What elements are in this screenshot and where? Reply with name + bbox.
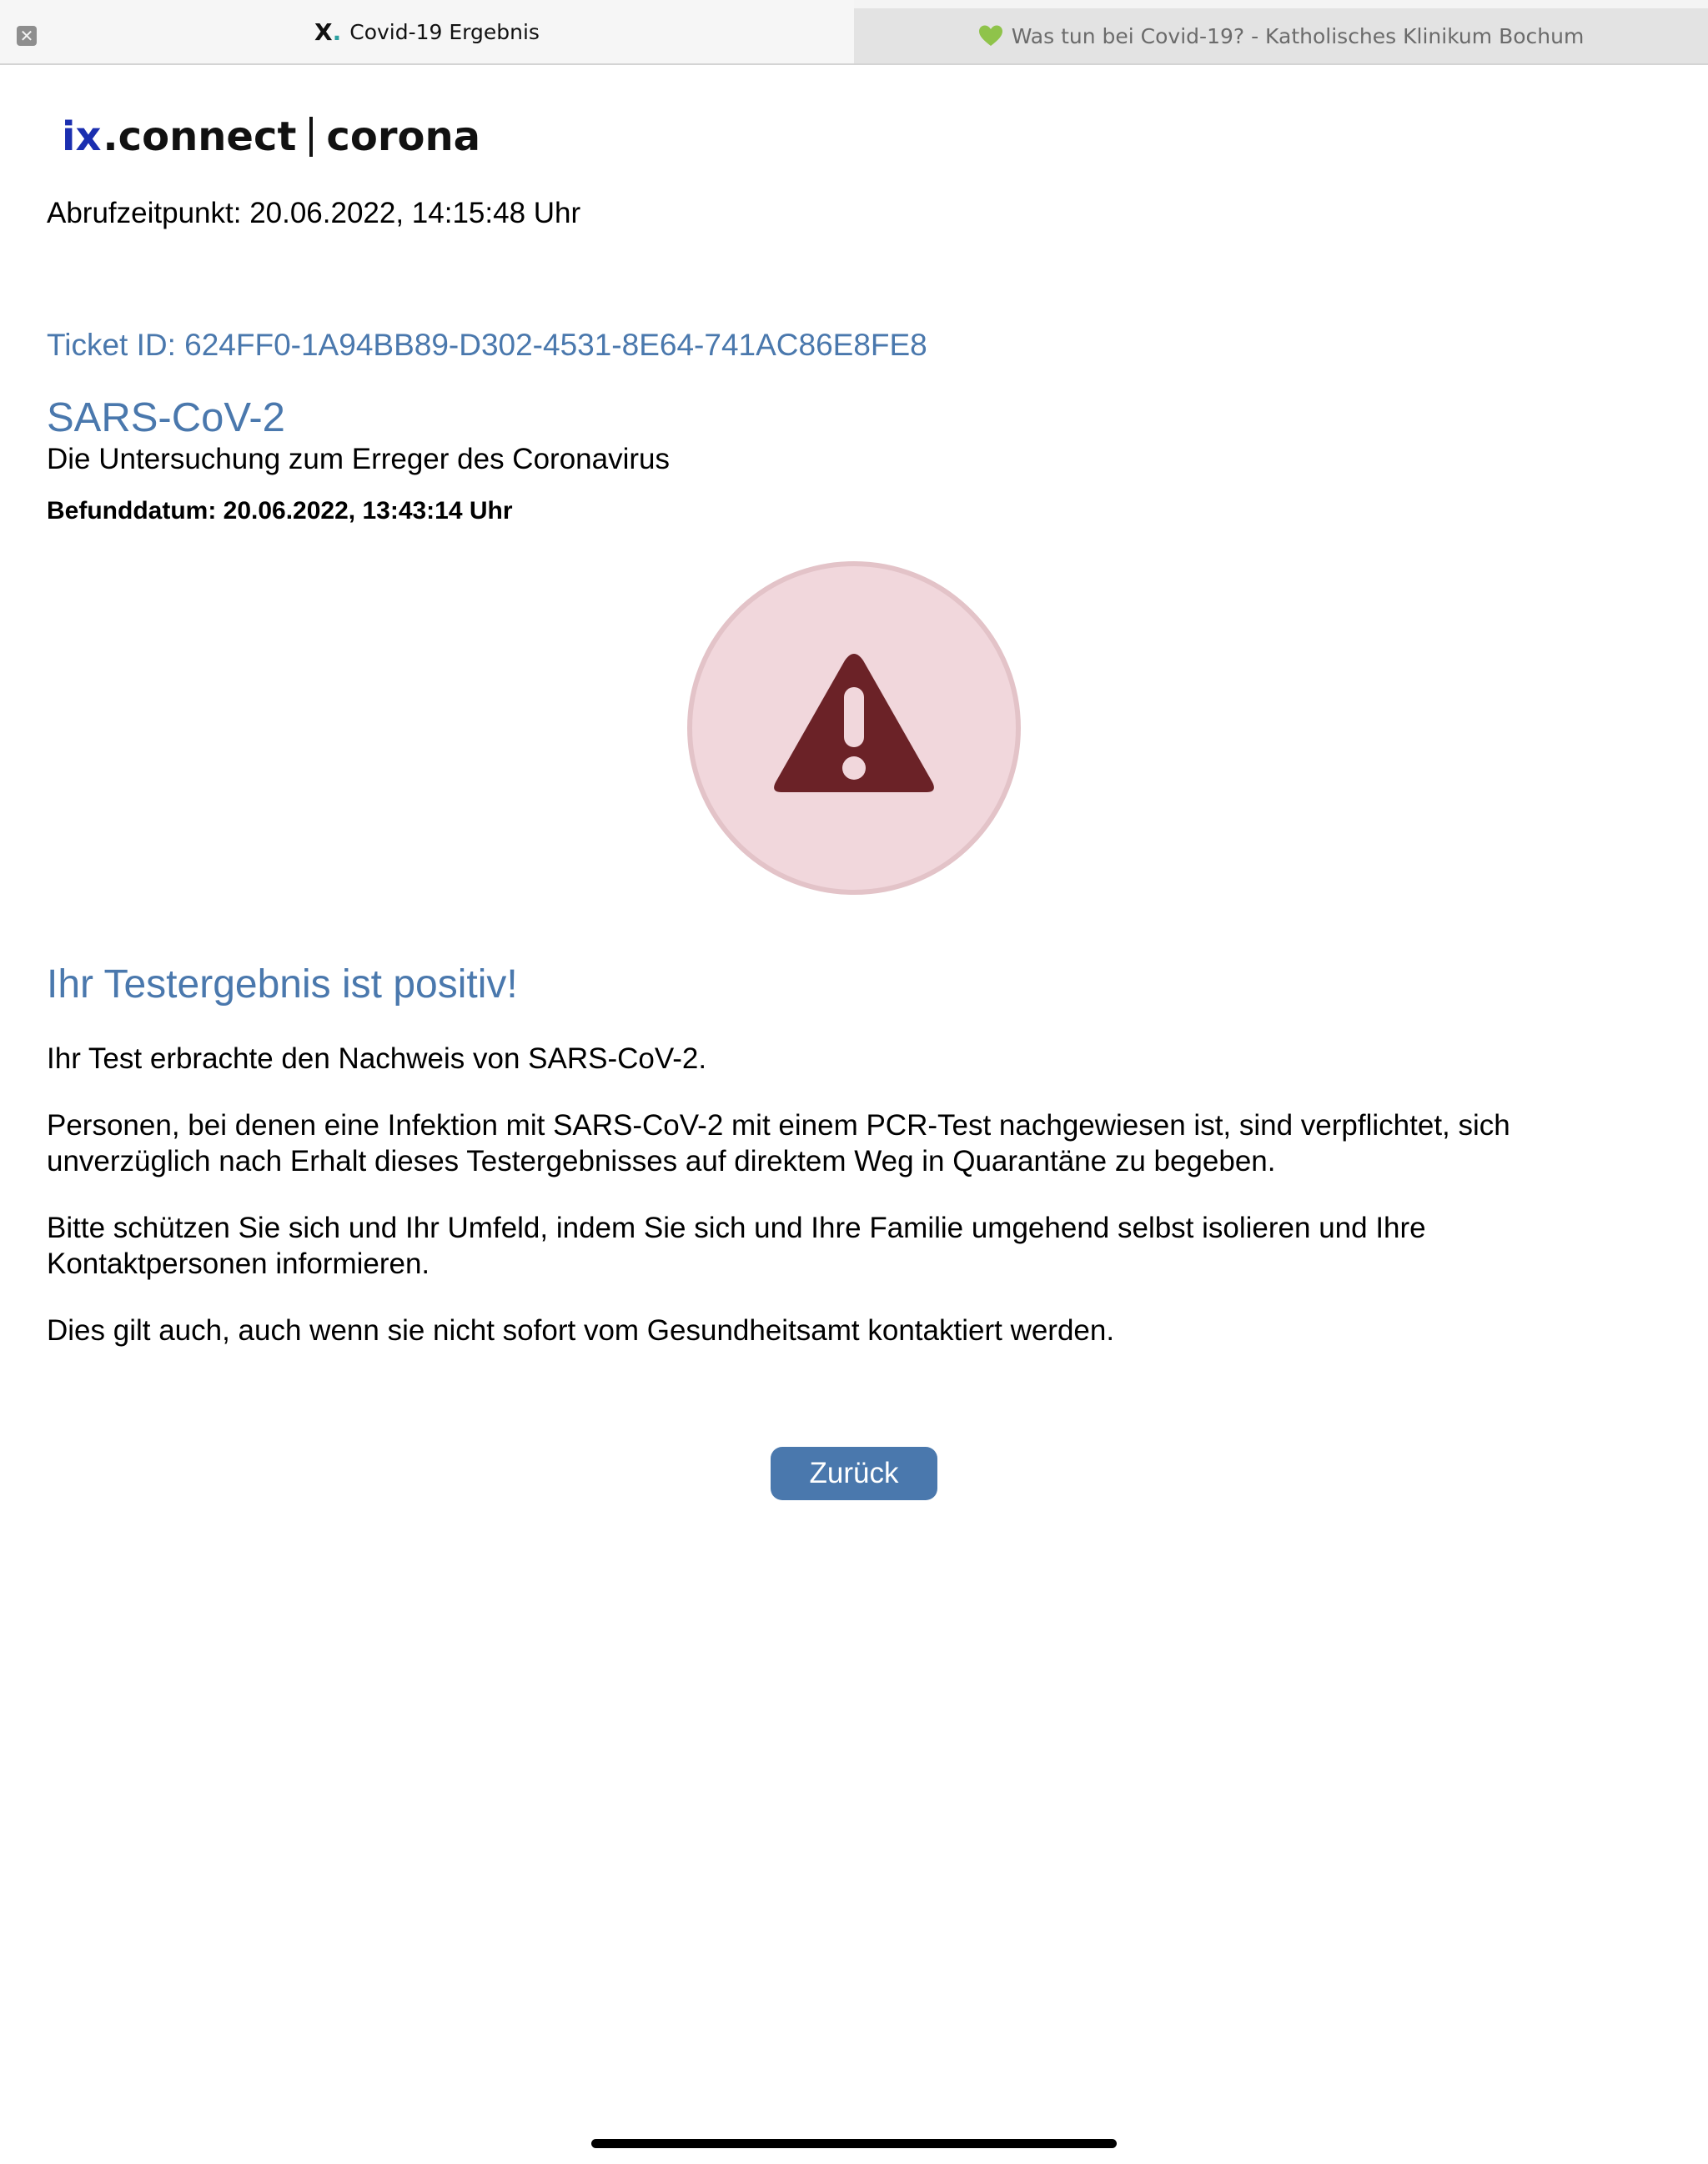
tab-klinikum-bochum[interactable]: [854, 8, 1708, 63]
home-indicator[interactable]: [591, 2139, 1117, 2148]
tab-title: Covid-19 Ergebnis: [349, 19, 540, 44]
test-subtitle: Die Untersuchung zum Erreger des Coronavirus: [47, 443, 670, 475]
result-paragraph: Dies gilt auch, auch wenn sie nicht sofort vom Gesundheitsamt kontaktiert werden.: [47, 1314, 1115, 1347]
result-heading: Ihr Testergebnis ist positiv!: [47, 962, 518, 1007]
close-tab-icon[interactable]: ✕: [17, 26, 37, 46]
tab-title: Was tun bei Covid-19? - Katholisches Klinikum Bochum: [1011, 23, 1585, 48]
back-button[interactable]: Zurück: [771, 1447, 937, 1500]
logo-divider: [309, 117, 313, 157]
ix-favicon-icon: X .: [314, 18, 342, 46]
result-explanation: [47, 1041, 1623, 1379]
ixconnect-corona-logo: [62, 112, 480, 162]
tab-covid-result[interactable]: [0, 0, 854, 63]
logo-product: corona: [326, 113, 481, 160]
browser-tab-bar: [0, 0, 1708, 65]
green-heart-icon: [978, 24, 1003, 48]
logo-ix: ix: [62, 113, 102, 160]
ticket-id: Ticket ID: 624FF0-1A94BB89-D302-4531-8E64-741AC86E8FE8: [47, 328, 927, 362]
retrieval-timestamp: Abrufzeitpunkt: 20.06.2022, 14:15:48 Uhr: [47, 197, 581, 229]
warning-triangle-icon: [687, 561, 1021, 895]
test-title: SARS-CoV-2: [47, 395, 285, 440]
finding-date: Befunddatum: 20.06.2022, 13:43:14 Uhr: [47, 497, 513, 525]
result-paragraph: Ihr Test erbrachte den Nachweis von SARS-CoV-2.: [47, 1042, 707, 1075]
favicon-letter: X: [314, 18, 333, 46]
result-paragraph: Personen, bei denen eine Infektion mit SARS-CoV-2 mit einem PCR-Test nachgewiesen ist, sind verpflichtet, sich unverzüglich nach Erhalt dieses Testergebnisses auf direktem Weg in Quarantäne zu begeben.: [47, 1109, 1510, 1177]
result-paragraph: Bitte schützen Sie sich und Ihr Umfeld, indem Sie sich und Ihre Familie umgehend selbst isolieren und Ihre Kontaktpersonen informieren.: [47, 1212, 1426, 1280]
logo-name: .connect: [103, 113, 297, 160]
